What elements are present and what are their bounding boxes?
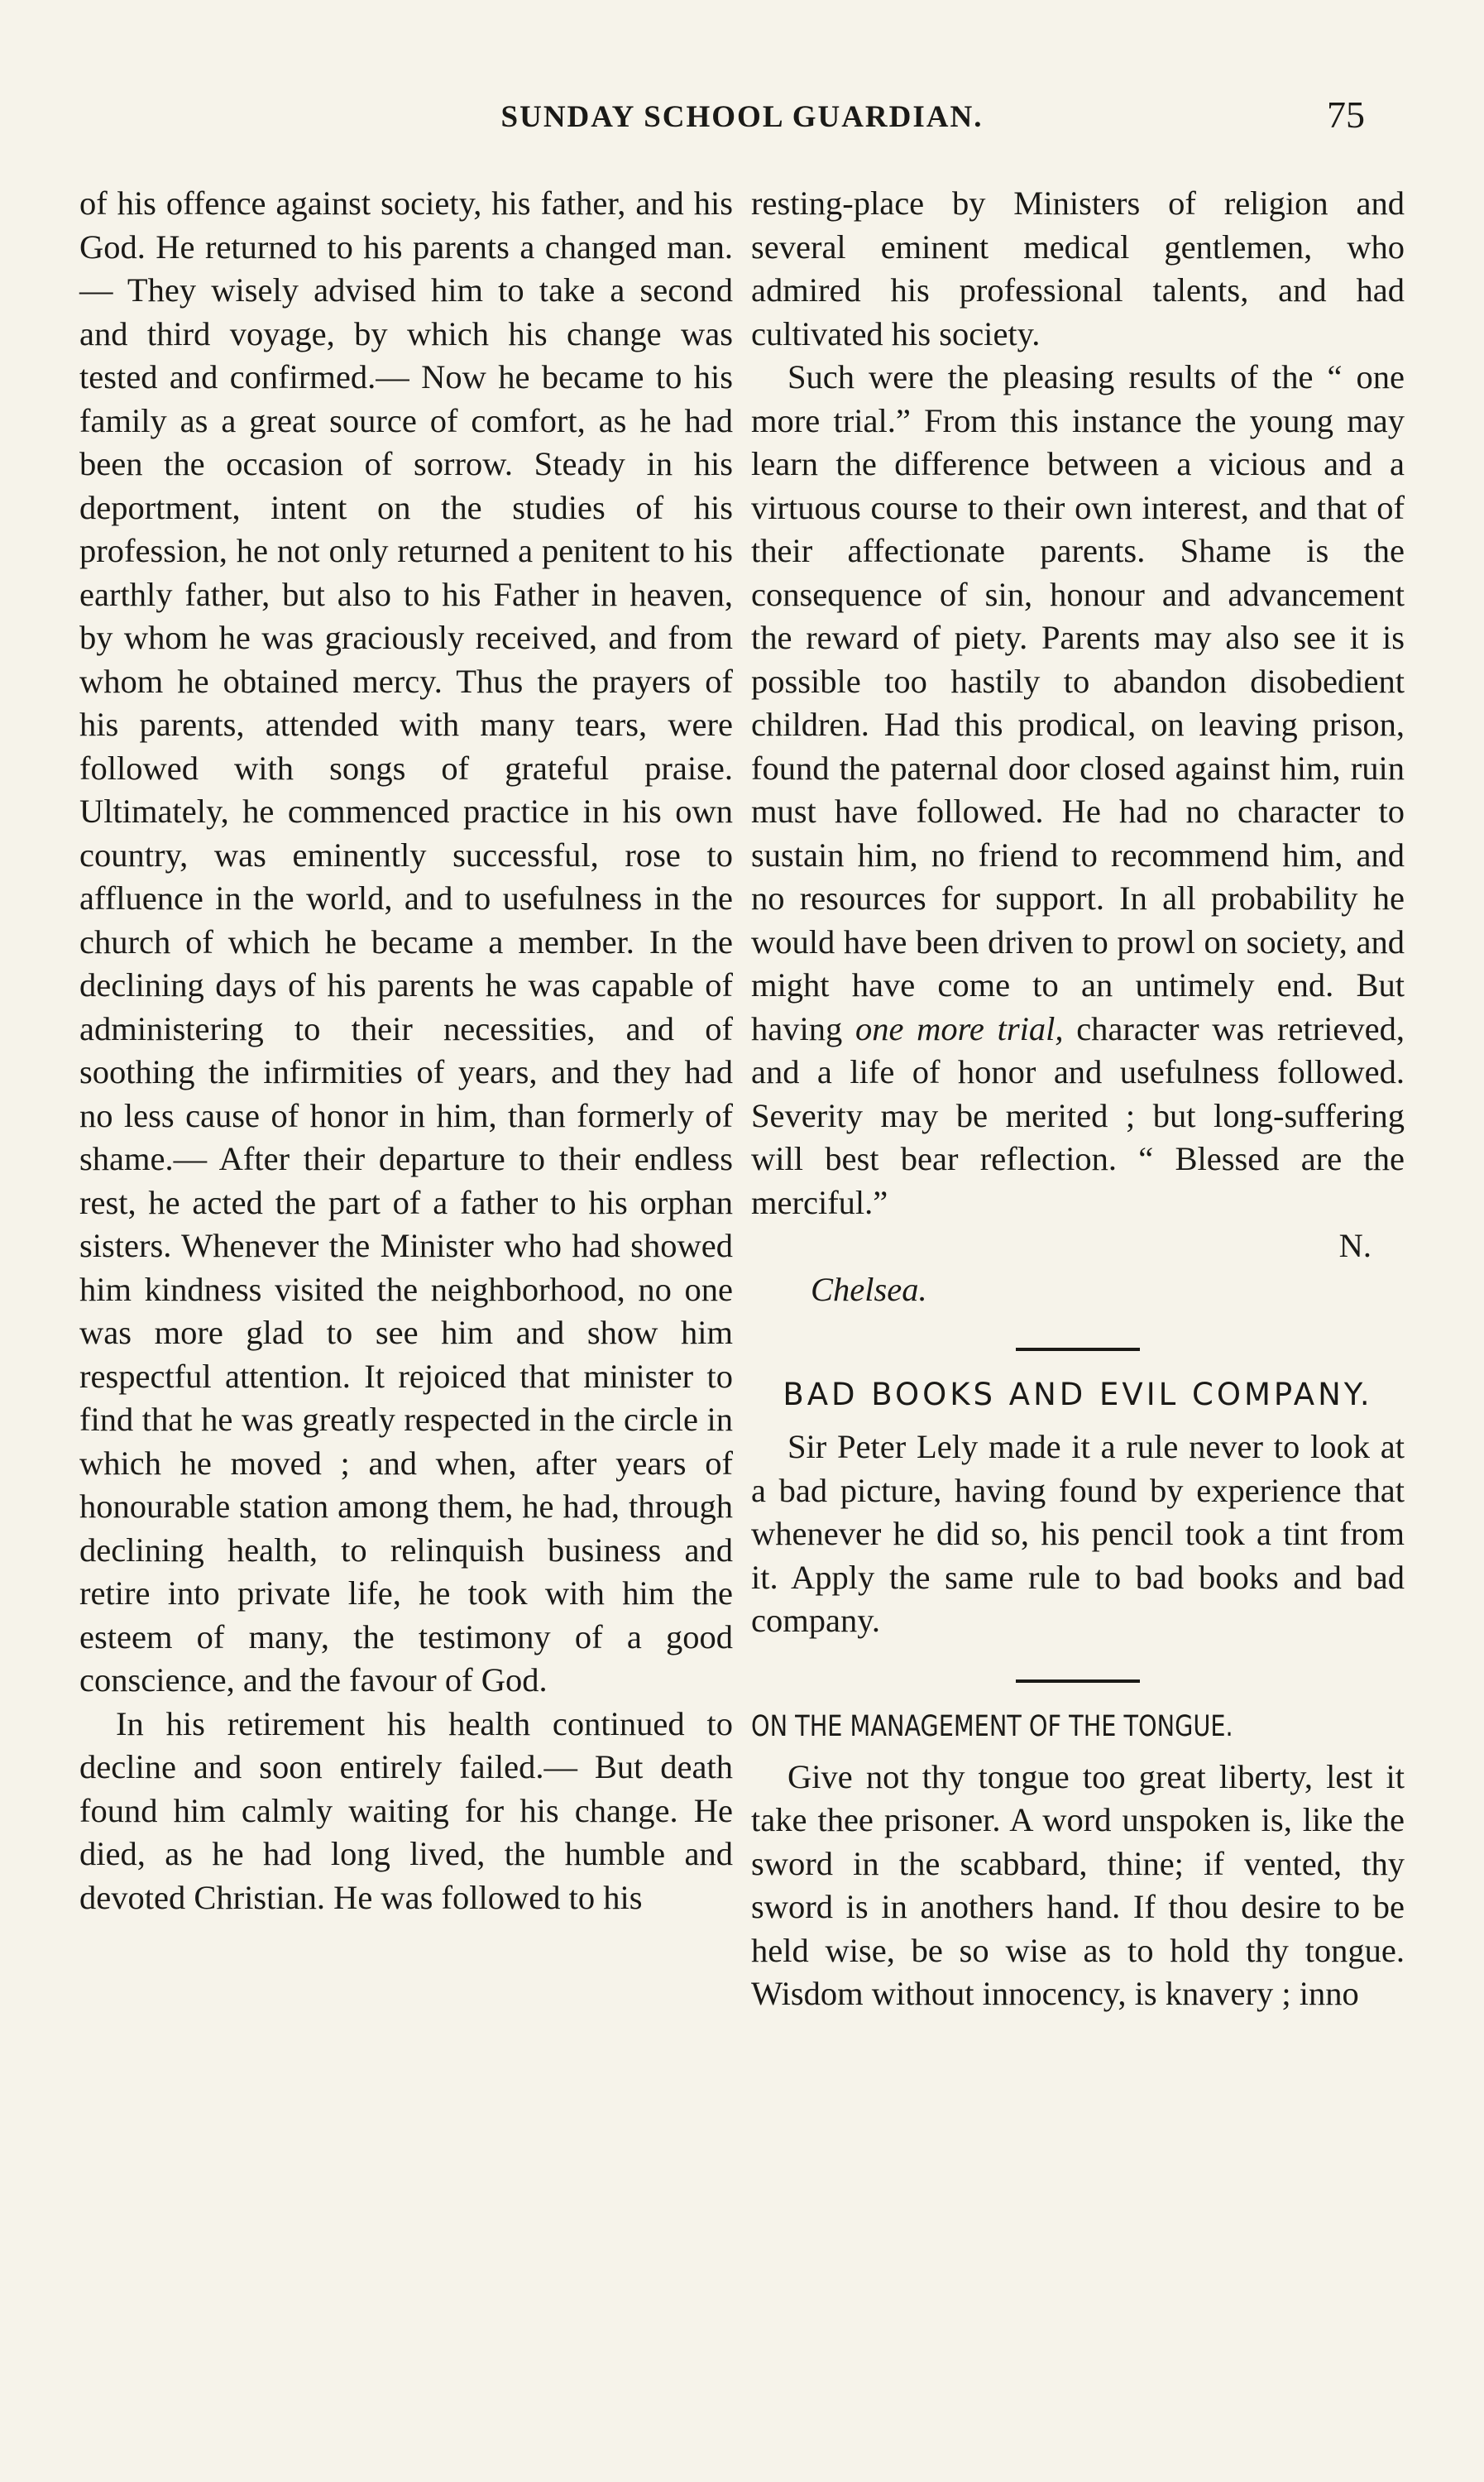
article-text-bad-books: Sir Peter Lely made it a rule never to look at a bad picture, having found by experience that whenever he did so, his pencil took a tint from it. Apply the same rule to bad books and bad company. — [751, 1428, 1405, 1639]
article-title-tongue: ON THE MANAGEMENT OF THE TONGUE. — [751, 1709, 1233, 1743]
left-paragraph-2: In his retirement his health continued to decline and soon entirely failed.— But death found him calmly waiting for his change. He died, as he had long lived, the humble and devoted Christian. He was followed to his — [79, 1704, 733, 1916]
article-title-bad-books: BAD BOOKS AND EVIL COMPANY. — [783, 1377, 1373, 1412]
right-paragraph-2 — [751, 356, 1405, 1224]
place-line: Chelsea. — [811, 1270, 927, 1308]
right-column — [751, 182, 1405, 2016]
right-paragraph-2-text: Such were the pleasing results of the “ one more trial.” From this instance the young may learn the difference between a vicious and a virtuous course to their own interest, and that of their affectionate parents. Shame is the consequence of sin, honour and advancement the reward of piety. Parents may also see it is possible too hastily to abandon disobedient children. Had this prodical, on leaving prison, found the paternal door closed against him, ruin must have followed. He had no character to sustain him, no friend to recommend him, and no resources for support. In all probability he would have been driven to prowl on society, and might have come to an untimely end. But having — [751, 358, 1405, 1047]
right-paragraph-1: resting-place by Ministers of religion and several eminent medical gentlemen, who admired his professional talents, and had cultivated his society. — [751, 184, 1405, 352]
running-head — [74, 93, 1410, 142]
emphasis-one-more-trial: one more trial, — [854, 1009, 1064, 1047]
section-divider-1 — [1016, 1348, 1140, 1351]
section-divider-2 — [1016, 1679, 1140, 1683]
left-paragraph-1: of his offence against society, his father, and his God. He returned to his parents a changed man.— They wisely advised him to take a second and third voyage, by which his change was tested and confirmed.— Now he became to his family as a great source of comfort, as he had been the occasion of sorrow. Steady in his deportment, intent on the studies of his profession, he not only returned a penitent to his earthly father, but also to his Father in heaven, by whom he was graciously received, and from whom he obtained mercy. Thus the prayers of his parents, attended with many tears, were followed with songs of grateful praise. Ultimately, he commenced practice in his own country, was eminently successful, rose to affluence in the world, and to usefulness in the church of which he became a member. In the declining days of his parents he was capable of administering to their necessities, and of soothing the infirmities of years, and they had no less cause of honor in him, than formerly of shame.— After their departure to their endless rest, he acted the part of a father to his orphan sisters. Whenever the Minister who had showed him kindness visited the neighborhood, no one was more glad to see him and show him respectful attention. It rejoiced that minister to find that he was greatly respected in the circle in which he moved ; and when, after years of honourable station among them, he had, through declining health, to relinquish business and retire into private life, he took with him the esteem of many, the testimony of a good conscience, and the favour of God. — [79, 184, 733, 1699]
signature: N. — [1338, 1227, 1372, 1264]
article-text-tongue: Give not thy tongue too great liberty, lest it take thee prisoner. A word unspoken is, like the sword in the scabbard, thine; if vented, thy sword is in anothers hand. If thou desire to be held wise, be so wise as to hold thy tongue. Wisdom without innocency, is knavery ; inno — [751, 1757, 1405, 2012]
page-number: 75 — [1327, 93, 1365, 136]
running-title: SUNDAY SCHOOL GUARDIAN. — [500, 100, 984, 134]
left-column — [79, 182, 733, 1919]
right-paragraph-2-rest: character was retrieved, and a life of honor and usefulness followed. Severity may be merited ; but long-suffering will best bear reflection. “ Blessed are the merciful.” — [751, 1009, 1405, 1221]
signature-line — [751, 1224, 1405, 1268]
